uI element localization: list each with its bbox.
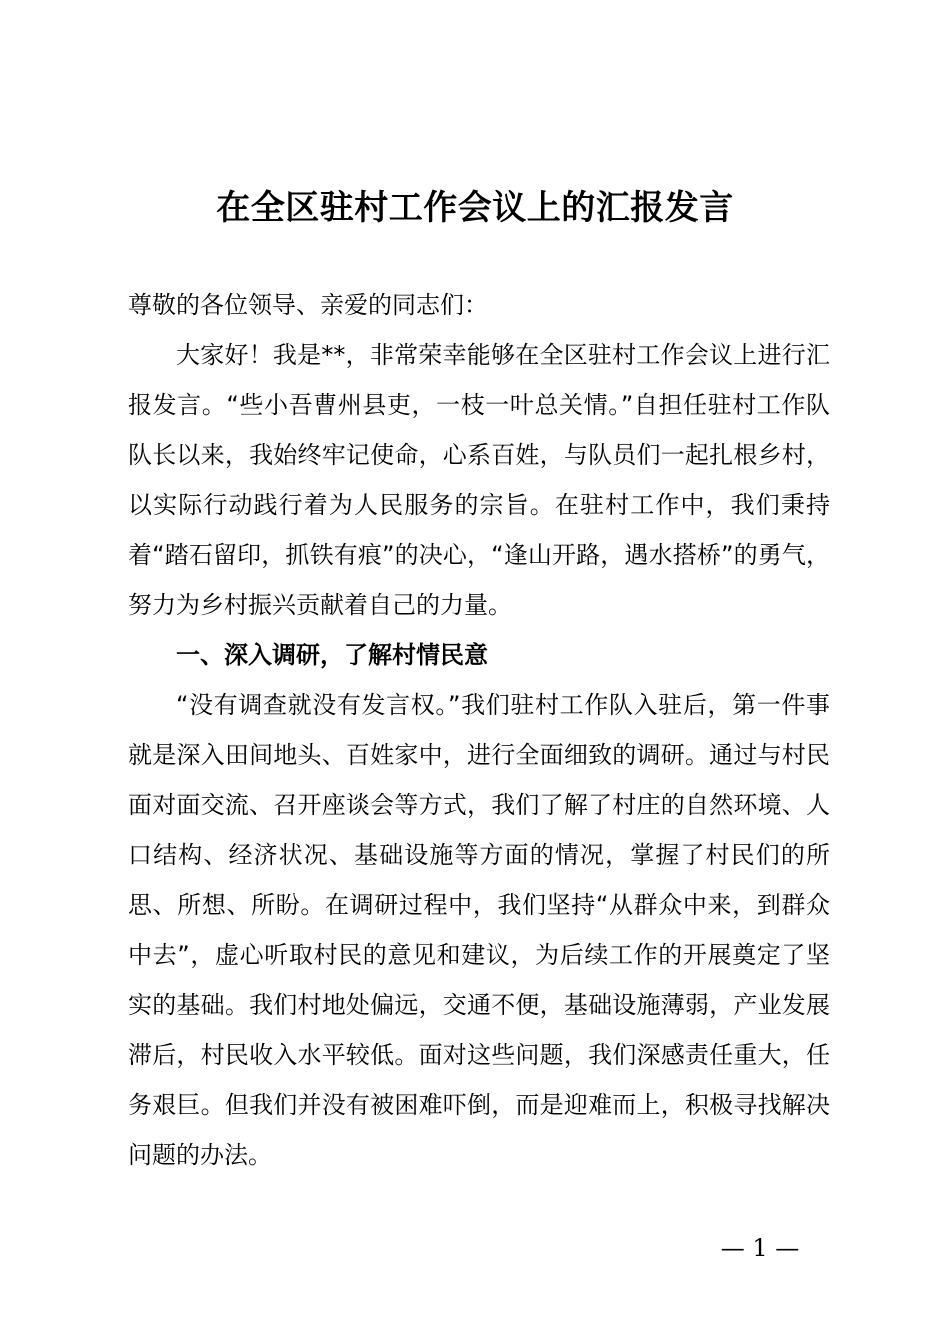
- document-title: 在全区驻村工作会议上的汇报发言: [216, 188, 734, 228]
- intro-paragraph: 大家好！我是**，非常荣幸能够在全区驻村工作会议上进行汇报发言。“些小吾曹州县吏，一枝一叶总关情。”自担任驻村工作队队长以来，我始终牢记使命，心系百姓，与队员们一起扎根乡村，以实际行动践行着为人民服务的宗旨。在驻村工作中，我们秉持着“踏石留印，抓铁有痕”的决心，“逢山开路，遇水搭桥”的勇气，努力为乡村振兴贡献着自己的力量。: [128, 341, 830, 619]
- section-paragraph: “没有调查就没有发言权。”我们驻村工作队入驻后，第一件事就是深入田间地头、百姓家中，进行全面细致的调研。通过与村民面对面交流、召开座谈会等方式，我们了解了村庄的自然环境、人口结构、经济状况、基础设施等方面的情况，掌握了村民们的所思、所想、所盼。在调研过程中，我们坚持“从群众中来，到群众中去”，虚心听取村民的意见和建议，为后续工作的开展奠定了坚实的基础。我们村地处偏远，交通不便，基础设施薄弱，产业发展滞后，村民收入水平较低。面对这些问题，我们深感责任重大，任务艰巨。但我们并没有被困难吓倒，而是迎难而上，积极寻找解决问题的办法。: [128, 691, 830, 1169]
- section-heading: 一、深入调研，了解村情民意: [176, 641, 488, 669]
- salutation: 尊敬的各位领导、亲爱的同志们：: [128, 291, 488, 319]
- page-number: — 1 —: [720, 1234, 800, 1262]
- document-body: [128, 280, 830, 1180]
